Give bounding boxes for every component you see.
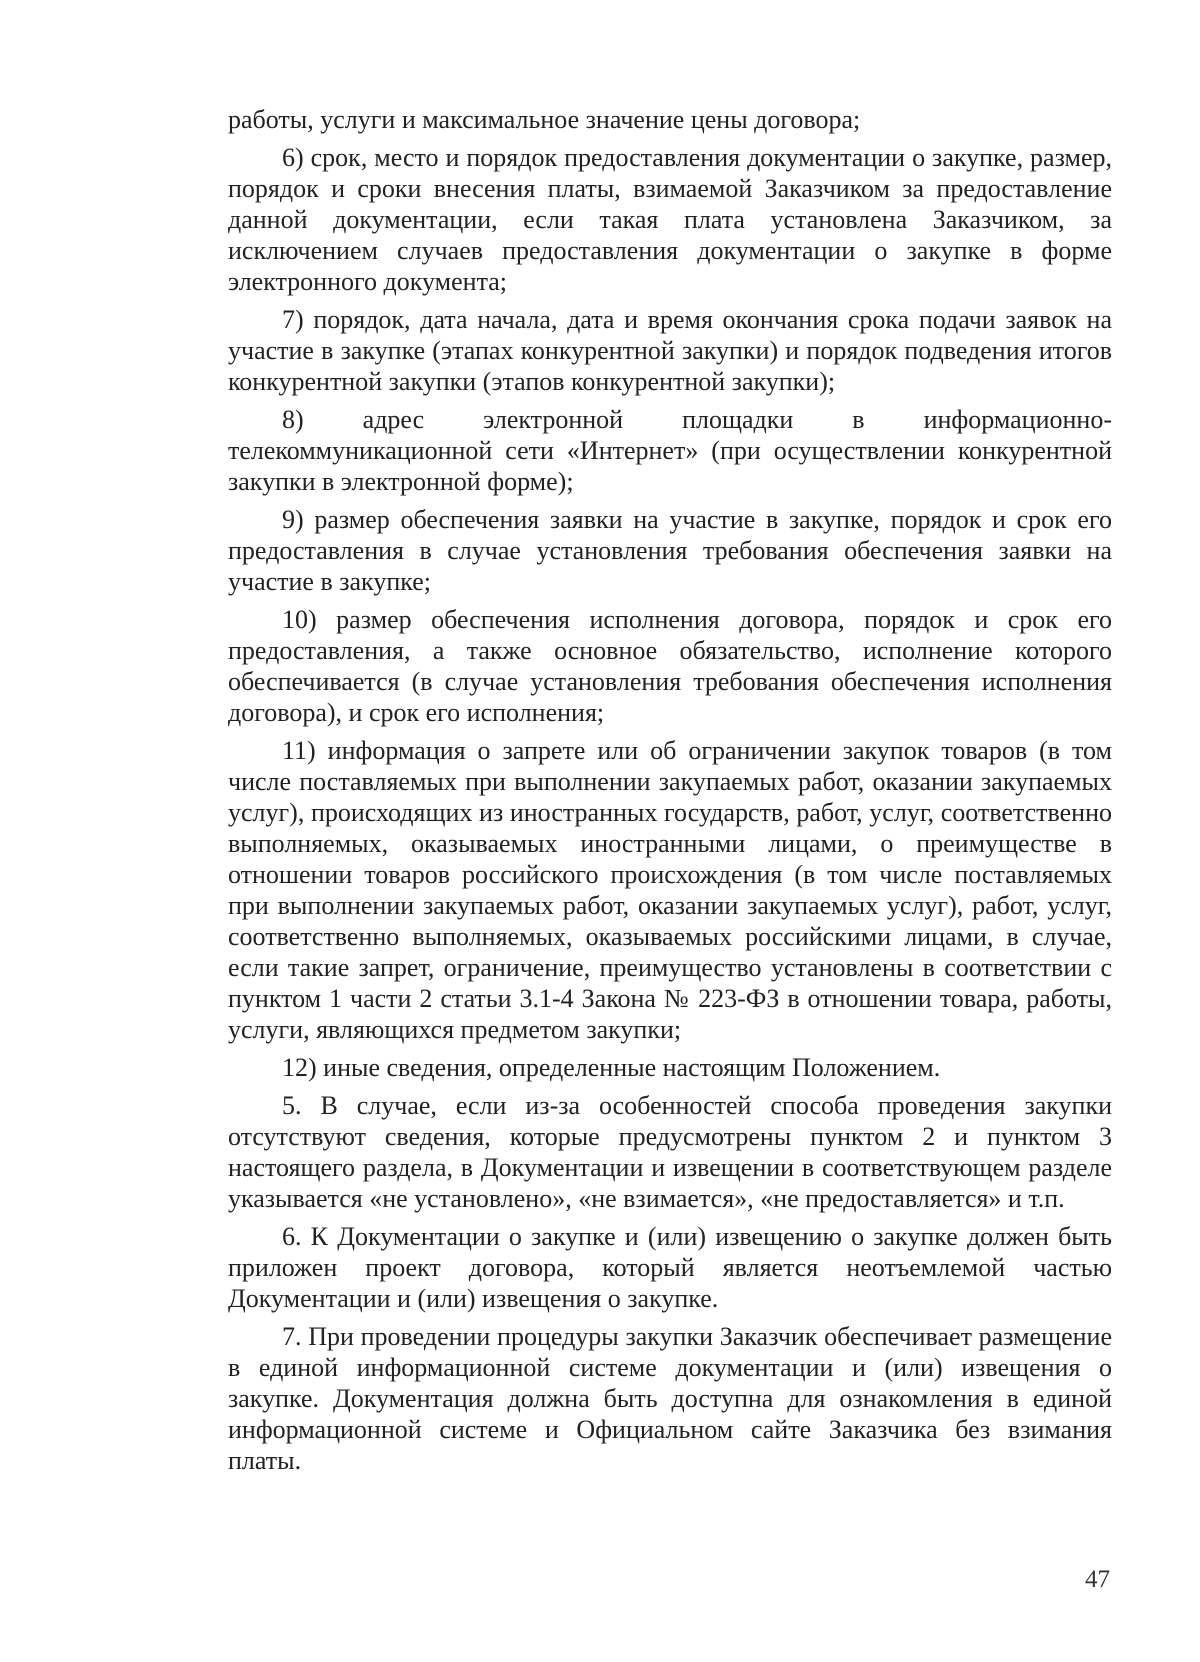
paragraph-item-10: 10) размер обеспечения исполнения договора, порядок и срок его предоставления, а также основное обязательство, исполнение которого обеспечивается (в случае установления требования обеспечения исполнения договора), и срок его исполнения;: [228, 605, 1112, 727]
paragraph-continued: работы, услуги и максимальное значение цены договора;: [228, 105, 861, 134]
page-number: 47: [1085, 1566, 1110, 1593]
paragraph-item-8: 8) адрес электронной площадки в информационно-телекоммуникационной сети «Интернет» (при осуществлении конкурентной закупки в электронной форме);: [228, 405, 1112, 496]
paragraph-item-6: 6) срок, место и порядок предоставления документации о закупке, размер, порядок и сроки внесения платы, взимаемой Заказчиком за предоставление данной документации, если такая плата установлена Заказчиком, за исключением случаев предоставления документации о закупке в форме электронного документа;: [228, 143, 1112, 296]
paragraph-section-7: 7. При проведении процедуры закупки Заказчик обеспечивает размещение в единой информационной системе документации и (или) извещения о закупке. Документация должна быть доступна для ознакомления в единой информационной системе и Официальном сайте Заказчика без взимания платы.: [228, 1322, 1112, 1475]
paragraph-item-7: 7) порядок, дата начала, дата и время окончания срока подачи заявок на участие в закупке (этапах конкурентной закупки) и порядок подведения итогов конкурентной закупки (этапов конкурентной закупки);: [228, 305, 1112, 396]
paragraph-item-9: 9) размер обеспечения заявки на участие в закупке, порядок и срок его предоставления в случае установления требования обеспечения заявки на участие в закупке;: [228, 505, 1112, 596]
paragraph-section-6: 6. К Документации о закупке и (или) извещению о закупке должен быть приложен проект договора, который является неотъемлемой частью Документации и (или) извещения о закупке.: [228, 1222, 1112, 1313]
document-body: [228, 104, 1112, 1483]
paragraph-item-11: 11) информация о запрете или об ограничении закупок товаров (в том числе поставляемых при выполнении закупаемых работ, оказании закупаемых услуг), происходящих из иностранных государств, работ, услуг, соответственно выполняемых, оказываемых иностранными лицами, о преимуществе в отношении товаров российского происхождения (в том числе поставляемых при выполнении закупаемых работ, оказании закупаемых услуг), работ, услуг, соответственно выполняемых, оказываемых российскими лицами, в случае, если такие запрет, ограничение, преимущество установлены в соответствии с пунктом 1 части 2 статьи 3.1-4 Закона № 223-ФЗ в отношении товара, работы, услуги, являющихся предметом закупки;: [228, 736, 1112, 1044]
paragraph-item-12: 12) иные сведения, определенные настоящим Положением.: [282, 1053, 941, 1082]
paragraph-section-5: 5. В случае, если из-за особенностей способа проведения закупки отсутствуют сведения, которые предусмотрены пунктом 2 и пунктом 3 настоящего раздела, в Документации и извещении в соответствующем разделе указывается «не установлено», «не взимается», «не предоставляется» и т.п.: [228, 1091, 1112, 1213]
